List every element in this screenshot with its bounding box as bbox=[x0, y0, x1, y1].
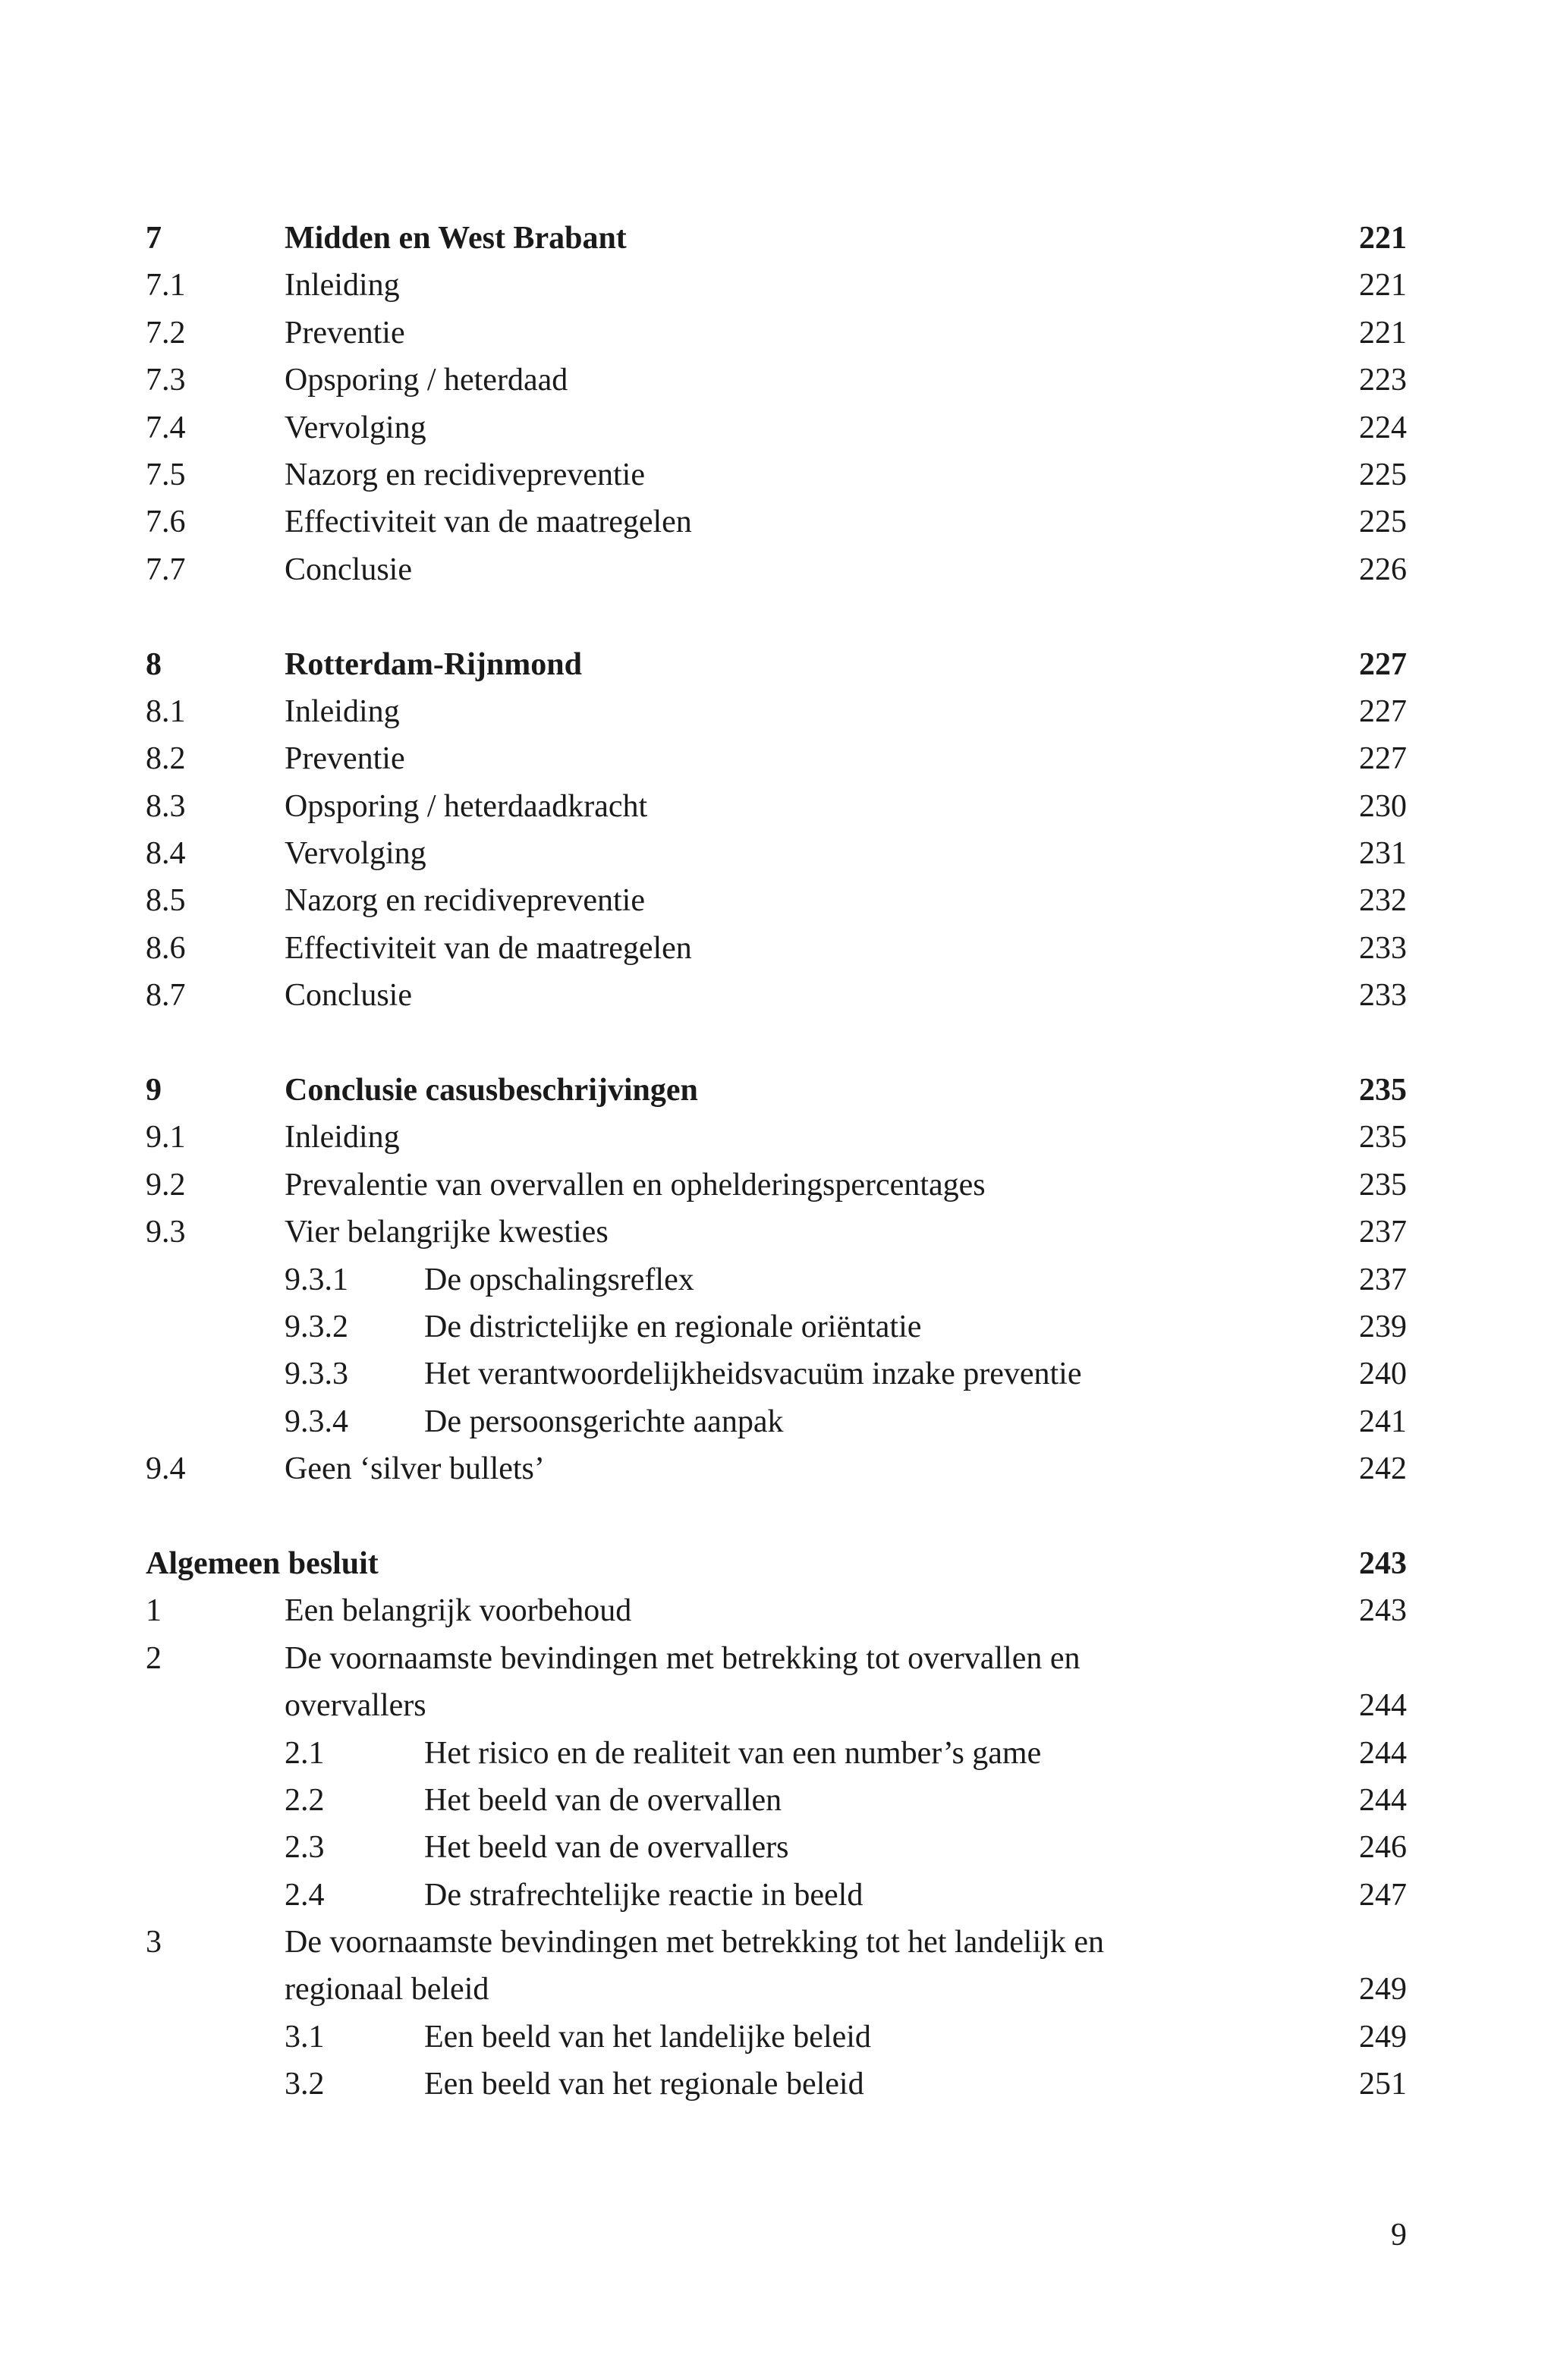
toc-entry-number: 7.3 bbox=[146, 363, 186, 398]
toc-entry-page: 233 bbox=[1359, 930, 1407, 966]
toc-entry-title: Het beeld van de overvallers bbox=[424, 1830, 789, 1866]
toc-entry-page: 235 bbox=[1359, 1073, 1407, 1108]
toc-entry-title: Een beeld van het regionale beleid bbox=[424, 2067, 864, 2102]
toc-entry-number: 3 bbox=[146, 1925, 162, 1960]
toc-entry bbox=[146, 2014, 1407, 2061]
toc-entry-number: 9.2 bbox=[146, 1167, 186, 1203]
toc-entry-title: Vervolging bbox=[285, 836, 426, 872]
toc-entry bbox=[146, 783, 1407, 830]
toc-entry-page: 247 bbox=[1359, 1877, 1407, 1913]
toc-entry-number: 7.7 bbox=[146, 552, 186, 587]
toc-entry-number: 2.4 bbox=[285, 1877, 325, 1913]
toc-entry-page: 244 bbox=[1359, 1782, 1407, 1818]
toc-entry-title: De persoonsgerichte aanpak bbox=[424, 1404, 784, 1439]
toc-entry-number: 8.5 bbox=[146, 883, 186, 919]
toc-entry-number: 8.2 bbox=[146, 741, 186, 777]
toc-entry-title: De districtelijke en regionale oriëntatie bbox=[424, 1309, 922, 1344]
toc-entry-title: Effectiviteit van de maatregelen bbox=[285, 930, 692, 966]
toc-entry-page: 243 bbox=[1359, 1545, 1407, 1581]
toc-entry bbox=[146, 1682, 1407, 1729]
toc-entry bbox=[146, 1872, 1407, 1919]
toc-entry-page: 221 bbox=[1359, 315, 1407, 351]
toc-entry-title: Geen ‘silver bullets’ bbox=[285, 1451, 545, 1487]
toc-entry-page: 249 bbox=[1359, 1972, 1407, 2007]
toc-entry bbox=[146, 1587, 1407, 1634]
toc-entry-number: 9.4 bbox=[146, 1451, 186, 1487]
toc-entry bbox=[146, 1730, 1407, 1777]
toc-entry-number: 7.6 bbox=[146, 505, 186, 540]
toc-entry-title: Een belangrijk voorbehoud bbox=[285, 1593, 632, 1629]
toc-entry-title: Conclusie casusbeschrijvingen bbox=[285, 1073, 698, 1108]
toc-entry bbox=[146, 1635, 1407, 1682]
toc-entry bbox=[146, 1256, 1407, 1303]
toc-entry-page: 227 bbox=[1359, 693, 1407, 729]
toc-entry-title: Nazorg en recidivepreventie bbox=[285, 457, 645, 492]
toc-entry-page: 227 bbox=[1359, 646, 1407, 682]
toc-entry-page: 231 bbox=[1359, 836, 1407, 872]
toc-entry-page: 249 bbox=[1359, 2019, 1407, 2055]
toc-entry-title: De strafrechtelijke reactie in beeld bbox=[424, 1877, 864, 1913]
toc-entry bbox=[146, 735, 1407, 782]
toc-entry-page: 251 bbox=[1359, 2067, 1407, 2102]
toc-entry-title: De opschalingsreflex bbox=[424, 1262, 694, 1297]
toc-entry bbox=[146, 1919, 1407, 1966]
toc-entry bbox=[146, 688, 1407, 735]
toc-entry bbox=[146, 1162, 1407, 1209]
toc-entry bbox=[146, 262, 1407, 309]
toc-entry-page: 225 bbox=[1359, 457, 1407, 492]
toc-entry-page: 235 bbox=[1359, 1167, 1407, 1203]
page-number: 9 bbox=[1391, 2218, 1407, 2253]
toc-entry-title: Inleiding bbox=[285, 693, 400, 729]
toc-entry bbox=[146, 451, 1407, 498]
toc-entry-number: 8.7 bbox=[146, 978, 186, 1014]
toc-entry bbox=[146, 972, 1407, 1019]
toc-entry bbox=[146, 1445, 1407, 1492]
toc-entry-number: 3.2 bbox=[285, 2067, 325, 2102]
toc-entry-number: 9.3 bbox=[146, 1215, 186, 1250]
toc-entry bbox=[146, 1209, 1407, 1256]
toc-entry-number: 8.1 bbox=[146, 693, 186, 729]
toc-entry bbox=[146, 877, 1407, 924]
toc-entry-title: Preventie bbox=[285, 741, 405, 777]
toc-entry-page: 240 bbox=[1359, 1357, 1407, 1392]
toc-entry-page: 246 bbox=[1359, 1830, 1407, 1866]
toc-entry bbox=[146, 1114, 1407, 1161]
toc-entry bbox=[146, 1067, 1407, 1114]
toc-entry-page: 233 bbox=[1359, 978, 1407, 1014]
toc-entry-title: Opsporing / heterdaadkracht bbox=[285, 788, 648, 824]
toc-entry-title: Inleiding bbox=[285, 268, 400, 303]
toc-entry-page: 235 bbox=[1359, 1120, 1407, 1155]
toc-entry bbox=[146, 641, 1407, 688]
table-of-contents bbox=[146, 215, 1407, 2108]
toc-entry bbox=[146, 404, 1407, 451]
toc-entry-number: 7.1 bbox=[146, 268, 186, 303]
toc-entry bbox=[146, 310, 1407, 357]
toc-entry-page: 244 bbox=[1359, 1688, 1407, 1724]
toc-entry bbox=[146, 357, 1407, 404]
toc-entry-number: 2.2 bbox=[285, 1782, 325, 1818]
toc-entry bbox=[146, 215, 1407, 262]
toc-entry-title: Inleiding bbox=[285, 1120, 400, 1155]
toc-entry-title: Prevalentie van overvallen en ophelderingspercentages bbox=[285, 1167, 986, 1203]
toc-entry-page: 239 bbox=[1359, 1309, 1407, 1344]
toc-entry-number: 9.3.1 bbox=[285, 1262, 348, 1297]
toc-entry-page: 244 bbox=[1359, 1735, 1407, 1771]
toc-entry-number: 9.3.2 bbox=[285, 1309, 348, 1344]
toc-entry-number: 2.1 bbox=[285, 1735, 325, 1771]
toc-entry-page: 237 bbox=[1359, 1262, 1407, 1297]
toc-entry-page: 242 bbox=[1359, 1451, 1407, 1487]
toc-entry bbox=[146, 546, 1407, 593]
toc-entry-page: 241 bbox=[1359, 1404, 1407, 1439]
toc-entry-title: Midden en West Brabant bbox=[285, 221, 627, 256]
toc-entry-title: Een beeld van het landelijke beleid bbox=[424, 2019, 871, 2055]
toc-entry-page: 225 bbox=[1359, 505, 1407, 540]
toc-entry bbox=[146, 1540, 1407, 1587]
toc-entry-title: Het beeld van de overvallen bbox=[424, 1782, 782, 1818]
toc-entry-number: 8.4 bbox=[146, 836, 186, 872]
toc-entry-title: Rotterdam-Rijnmond bbox=[285, 646, 582, 682]
toc-entry-title: Vervolging bbox=[285, 410, 426, 445]
toc-entry bbox=[146, 1824, 1407, 1871]
toc-entry bbox=[146, 925, 1407, 972]
toc-entry bbox=[146, 1398, 1407, 1445]
toc-entry-number: 9.3.4 bbox=[285, 1404, 348, 1439]
toc-entry-number: 2.3 bbox=[285, 1830, 325, 1866]
toc-entry-number: 3.1 bbox=[285, 2019, 325, 2055]
toc-entry-number: 8.3 bbox=[146, 788, 186, 824]
toc-entry-page: 232 bbox=[1359, 883, 1407, 919]
toc-entry-number: 2 bbox=[146, 1640, 162, 1676]
toc-entry-number: 7.4 bbox=[146, 410, 186, 445]
toc-entry-page: 243 bbox=[1359, 1593, 1407, 1629]
toc-entry bbox=[146, 1777, 1407, 1824]
toc-entry-number: 7.5 bbox=[146, 457, 186, 492]
toc-entry-page: 224 bbox=[1359, 410, 1407, 445]
toc-entry bbox=[146, 1350, 1407, 1398]
toc-entry bbox=[146, 1966, 1407, 2013]
toc-entry-number: 1 bbox=[146, 1593, 162, 1629]
toc-entry-number: 7.2 bbox=[146, 315, 186, 351]
toc-entry-page: 226 bbox=[1359, 552, 1407, 587]
toc-entry-title: Algemeen besluit bbox=[146, 1545, 379, 1581]
toc-entry bbox=[146, 2061, 1407, 2108]
toc-entry-title: regionaal beleid bbox=[285, 1972, 489, 2007]
toc-entry-title: Vier belangrijke kwesties bbox=[285, 1215, 609, 1250]
toc-entry-page: 230 bbox=[1359, 788, 1407, 824]
toc-entry-number: 8.6 bbox=[146, 930, 186, 966]
toc-entry-page: 221 bbox=[1359, 221, 1407, 256]
toc-entry-title: De voornaamste bevindingen met betrekking tot het landelijk en bbox=[285, 1925, 1105, 1960]
toc-entry bbox=[146, 498, 1407, 545]
toc-entry-title: De voornaamste bevindingen met betrekking tot overvallen en bbox=[285, 1640, 1081, 1676]
toc-entry-number: 7 bbox=[146, 221, 162, 256]
toc-entry-page: 221 bbox=[1359, 268, 1407, 303]
toc-entry-title: Opsporing / heterdaad bbox=[285, 363, 568, 398]
toc-entry-page: 237 bbox=[1359, 1215, 1407, 1250]
toc-entry bbox=[146, 1303, 1407, 1350]
toc-entry-page: 223 bbox=[1359, 363, 1407, 398]
toc-entry-title: Effectiviteit van de maatregelen bbox=[285, 505, 692, 540]
toc-entry-title: Conclusie bbox=[285, 552, 412, 587]
toc-entry-title: Het risico en de realiteit van een number’s game bbox=[424, 1735, 1042, 1771]
toc-entry-page: 227 bbox=[1359, 741, 1407, 777]
toc-entry-title: Preventie bbox=[285, 315, 405, 351]
toc-entry bbox=[146, 830, 1407, 877]
toc-entry-title: Nazorg en recidivepreventie bbox=[285, 883, 645, 919]
toc-entry-title: Het verantwoordelijkheidsvacuüm inzake preventie bbox=[424, 1357, 1082, 1392]
toc-entry-title: overvallers bbox=[285, 1688, 426, 1724]
toc-entry-number: 8 bbox=[146, 646, 162, 682]
toc-entry-number: 9.3.3 bbox=[285, 1357, 348, 1392]
toc-entry-title: Conclusie bbox=[285, 978, 412, 1014]
toc-entry-number: 9 bbox=[146, 1073, 162, 1108]
toc-entry-number: 9.1 bbox=[146, 1120, 186, 1155]
